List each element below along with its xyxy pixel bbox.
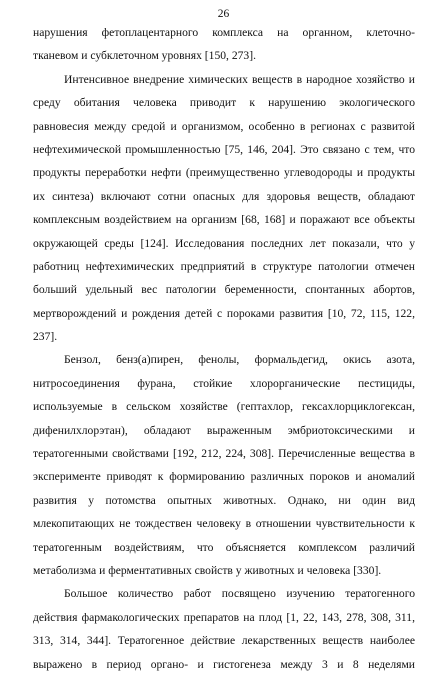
text-line: среду обитания человека приводит к нарушению экологического	[33, 96, 415, 110]
text-line: нефтехимической промышленностью [75, 146, 204]. Это связано с тем, что	[33, 142, 415, 156]
text-line: действия фармакологических препаратов на плод [1, 22, 143, 278, 308, 311,	[33, 610, 415, 624]
text-line: тканевом и субклеточном уровнях [150, 273].	[33, 49, 256, 63]
text-line: равновесия между средой и организмом, особенно в регионах с развитой	[33, 119, 415, 133]
text-line: мертворождений и рождения детей с пороками развития [10, 72, 115, 122,	[33, 306, 415, 320]
text-line: нитросоединения фурана, стойкие хлорорганические пестициды,	[33, 376, 415, 390]
text-line: Интенсивное внедрение химических веществ в народное хозяйство и	[64, 72, 415, 86]
text-line: окружающей среды [124]. Исследования последних лет показали, что у	[33, 236, 415, 250]
text-line: используемые в сельском хозяйстве (гептахлор, гексахлорциклогексан,	[33, 400, 415, 414]
body-text	[33, 21, 415, 676]
text-line: их синтеза) включают сотни опасных для здоровья веществ, обладают	[33, 189, 415, 203]
text-line: метаболизма и ферментативных свойств у животных и человека [330].	[33, 563, 382, 577]
text-line: больший удельный вес патологии беременности, спонтанных абортов,	[33, 283, 415, 297]
text-line: эксперименте приводят к формированию различных пороков и аномалий	[33, 470, 415, 484]
text-line: нарушения фетоплацентарного комплекса на органном, клеточно-	[33, 26, 415, 39]
text-line: дифенилхлорэтан), обладают выраженным эмбриотоксическими и	[33, 423, 415, 437]
text-line: тератогенным воздействиям, что объясняется комплексом различий	[33, 540, 415, 554]
text-line: Большое количество работ посвящено изучению тератогенного	[64, 587, 415, 601]
text-line: выражено в период органо- и гистогенеза между 3 и 8 неделями	[33, 657, 415, 671]
text-line: комплексным воздействием на организм [68, 168] и поражают все объекты	[33, 213, 415, 227]
text-line: млекопитающих не тождествен человеку в отношении чувствительности к	[33, 517, 415, 531]
text-line: Бензол, бенз(а)пирен, фенолы, формальдегид, окись азота,	[64, 353, 415, 367]
text-line: работниц нефтехимических предприятий в структуре патологии отмечен	[33, 259, 415, 273]
text-line: развития у потомства опытных животных. Однако, ни один вид	[33, 493, 415, 507]
text-line: продукты переработки нефти (преимущественно углеводороды и продукты	[33, 166, 415, 180]
text-line: тератогенными свойствами [192, 212, 224, 308]. Перечисленные вещества в	[33, 447, 415, 461]
text-line: 237].	[33, 330, 58, 344]
page-number: 26	[217, 8, 230, 20]
text-line: 313, 314, 344]. Тератогенное действие лекарственных веществ наиболее	[33, 634, 415, 648]
